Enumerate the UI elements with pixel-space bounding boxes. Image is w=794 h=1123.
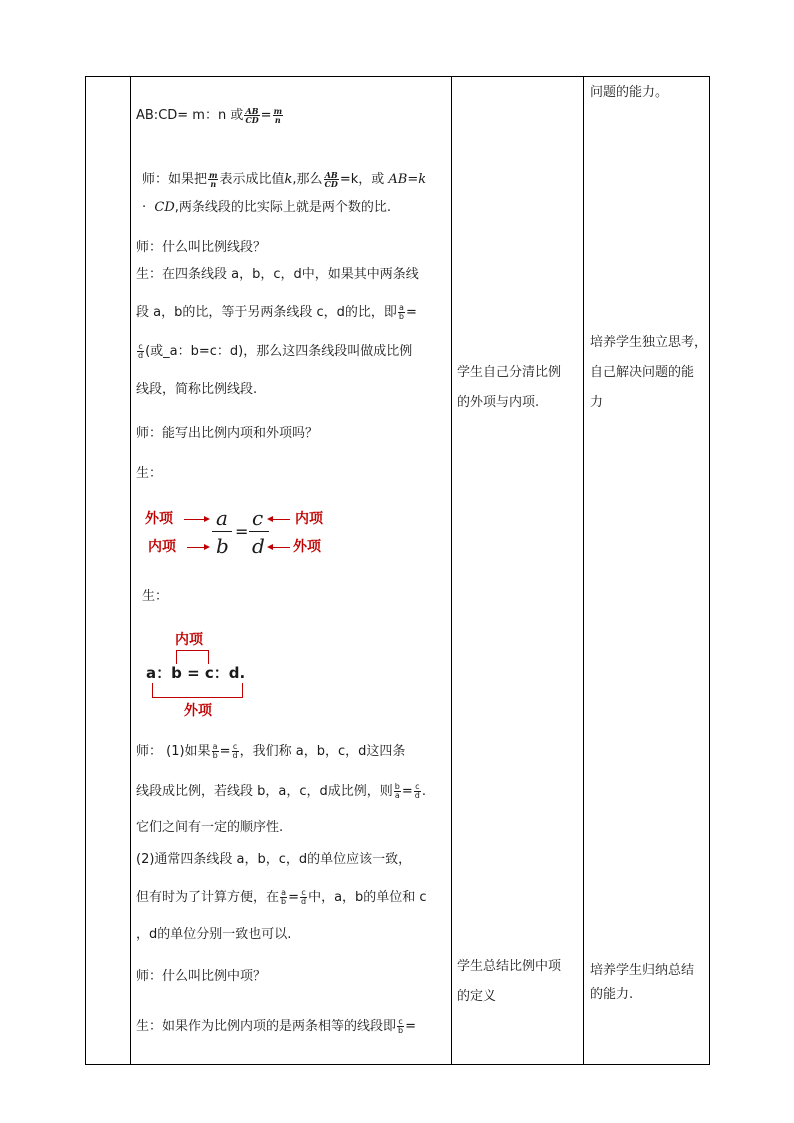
teacher-note-line: 线段成比例，若线段 b，a，c，d成比例，则 $\frac{b}{a}$ = $\frac{c}{d}$ . <box>136 782 426 800</box>
teacher-note-line: (2)通常四条线段 a，b，c，d的单位应该一致， <box>136 852 412 867</box>
student-answer-line: 段 a，b的比，等于另两条线段 c，d的比，即 $\frac{a}{b}$ = <box>136 303 417 321</box>
ratio-expression: a：b = c：d. <box>146 664 246 682</box>
column-divider <box>130 77 131 1064</box>
fraction-bar <box>212 531 232 532</box>
student-activity-line: 学生自己分清比例 <box>457 365 562 380</box>
teacher-note-line: 师： (1)如果 $\frac{a}{b}$ = $\frac{c}{d}$ ，我们称 a，b，c，d这四条 <box>136 742 406 760</box>
outer-term-label: 外项 <box>145 511 173 527</box>
design-intent-line: 力 <box>590 395 604 410</box>
student-answer-line: 生：在四条线段 a，b，c，d中，如果其中两条线 <box>136 267 419 282</box>
term-a: a <box>216 506 228 530</box>
column-divider <box>451 77 452 1064</box>
teacher-question: 师：什么叫比例中项？ <box>136 969 267 984</box>
student-activity-line: 学生总结比例中项 <box>457 959 562 974</box>
outer-term-label: 外项 <box>184 703 212 719</box>
outer-term-label: 外项 <box>293 539 321 555</box>
arrow-icon <box>269 519 290 520</box>
ratio-value-line: 师：如果把 $\frac{m}{n}$ 表示成比值k,那么 $\frac{AB}{CD}$ =k，或 AB=k <box>142 170 427 189</box>
arrow-icon <box>187 547 208 548</box>
inner-bracket <box>176 650 209 664</box>
student-answer-line: 线段，简称比例线段. <box>136 382 258 397</box>
teacher-note-line: 但有时为了计算方便，在 $\frac{a}{b}$ = $\frac{c}{d}$ 中，a，b的单位和 c <box>136 888 427 906</box>
inner-term-label: 内项 <box>175 632 203 648</box>
ratio-definition-line: AB:CD= m：n 或 $\frac{AB}{CD}$ = $\frac{m}{n}$ <box>136 106 283 125</box>
teacher-note-line: 它们之间有一定的顺序性. <box>136 820 284 835</box>
column-divider <box>583 77 584 1064</box>
term-b: b <box>216 534 229 558</box>
student-answer-line: $\frac{c}{d}$ (或_a：b=c：d)，那么这四条线段叫做成比例 <box>138 342 413 360</box>
student-label: 生： <box>142 589 169 604</box>
equals-sign: = <box>235 522 249 541</box>
term-c: c <box>252 506 264 530</box>
student-label: 生： <box>136 466 163 481</box>
student-activity-line: 的定义 <box>457 989 497 1004</box>
ratio-value-line-2: · CD,两条线段的比实际上就是两个数的比. <box>142 200 392 215</box>
teacher-question: 师：能写出比例内项和外项吗？ <box>136 426 319 441</box>
inner-term-label: 内项 <box>148 539 176 555</box>
term-d: d <box>252 534 265 558</box>
design-intent-line: 培养学生独立思考， <box>590 335 708 350</box>
fraction-bar <box>249 531 269 532</box>
outer-bracket <box>152 683 243 698</box>
teacher-note-line: ，d的单位分别一致也可以. <box>136 927 292 942</box>
design-intent-line: 自己解决问题的能 <box>590 365 695 380</box>
design-intent-line: 培养学生归纳总结 <box>590 963 695 978</box>
design-intent-line: 问题的能力。 <box>590 85 669 100</box>
arrow-icon <box>184 519 208 520</box>
arrow-icon <box>269 547 290 548</box>
lesson-table <box>85 76 710 1065</box>
student-activity-line: 的外项与内项. <box>457 395 540 410</box>
inner-term-label: 内项 <box>295 511 323 527</box>
student-answer-line: 生：如果作为比例内项的是两条相等的线段即 $\frac{c}{b}$ = <box>136 1017 416 1035</box>
teacher-question: 师：什么叫比例线段？ <box>136 240 267 255</box>
design-intent-line: 的能力. <box>590 987 634 1002</box>
